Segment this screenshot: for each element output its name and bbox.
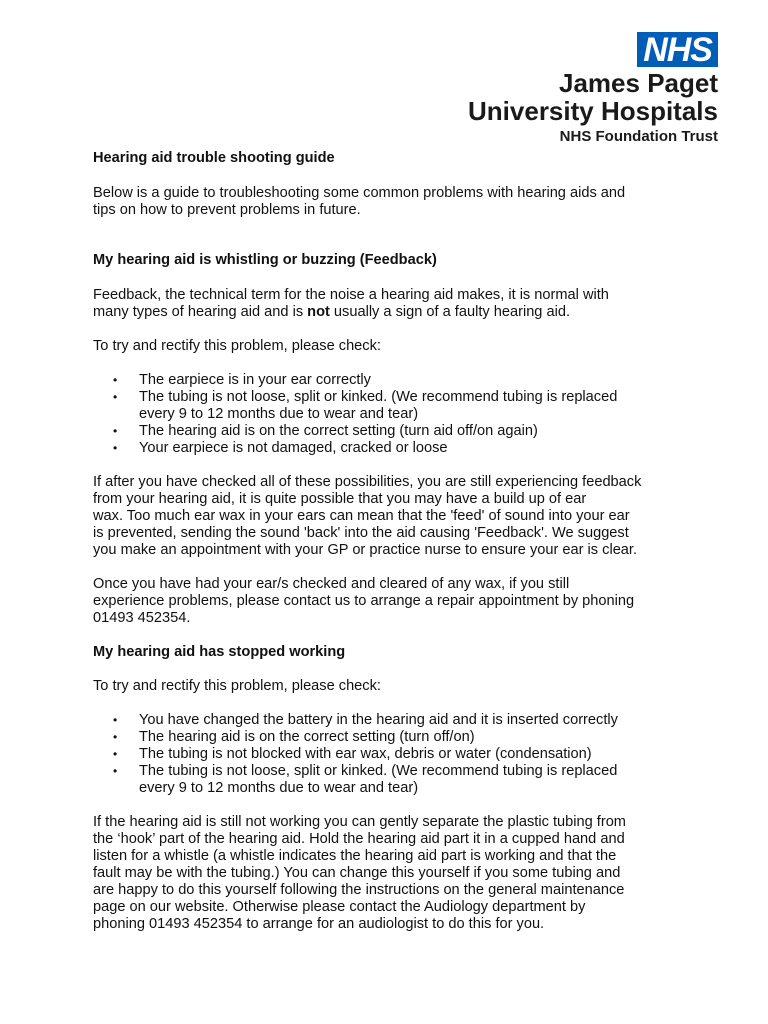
paragraph-line	[93, 304, 683, 321]
list-item: • The earpiece is in your ear correctly	[93, 372, 683, 389]
list-item: • Your earpiece is not damaged, cracked or loose	[93, 440, 683, 457]
document-title: Hearing aid trouble shooting guide	[93, 150, 335, 166]
intro-line: tips on how to prevent problems in future.	[93, 202, 361, 218]
paragraph-line: page on our website. Otherwise please contact the Audiology department by	[93, 899, 586, 915]
list-item: • You have changed the battery in the hearing aid and it is inserted correctly	[93, 712, 683, 729]
section-heading-stopped-working: My hearing aid has stopped working	[93, 644, 346, 660]
paragraph-line: fault may be with the tubing.) You can change this yourself if you some tubing and	[93, 865, 621, 881]
paragraph-line: are happy to do this yourself following the instructions on the general maintenance	[93, 882, 625, 898]
paragraph-line: phoning 01493 452354 to arrange for an audiologist to do this for you.	[93, 916, 545, 932]
paragraph-line: If the hearing aid is still not working you can gently separate the plastic tubing from	[93, 814, 626, 830]
paragraph-line: wax. Too much ear wax in your ears can mean that the 'feed' of sound into your ear	[93, 508, 630, 524]
list-item: • The tubing is not blocked with ear wax, debris or water (condensation)	[93, 746, 683, 763]
stopped-working-checklist	[93, 712, 683, 797]
paragraph-line: listen for a whistle (a whistle indicates the hearing aid part is working and that the	[93, 848, 617, 864]
paragraph-line: you make an appointment with your GP or practice nurse to ensure your ear is clear.	[93, 542, 638, 558]
paragraph-line: from your hearing aid, it is quite possible that you may have a build up of ear	[93, 491, 587, 507]
emphasis-not: not	[307, 304, 330, 320]
paragraph-line: Feedback, the technical term for the noise a hearing aid makes, it is normal with	[93, 287, 609, 303]
paragraph-line: If after you have checked all of these possibilities, you are still experiencing feedback	[93, 474, 642, 490]
paragraph-line: the ‘hook’ part of the hearing aid. Hold the hearing aid part it in a cupped hand and	[93, 831, 625, 847]
text-span: usually a sign of a faulty hearing aid.	[329, 304, 571, 320]
paragraph-line: Once you have had your ear/s checked and cleared of any wax, if you still	[93, 576, 570, 592]
list-item: • The tubing is not loose, split or kinked. (We recommend tubing is replaced	[93, 763, 683, 780]
feedback-checklist	[93, 372, 683, 457]
check-intro: To try and rectify this problem, please check:	[93, 338, 381, 354]
trust-subtitle: NHS Foundation Trust	[559, 128, 718, 145]
list-item-continuation: every 9 to 12 months due to wear and tear)	[139, 406, 419, 422]
trust-name-line2: University Hospitals	[468, 96, 718, 126]
text-span: many types of hearing aid and is	[93, 304, 308, 320]
check-intro: To try and rectify this problem, please check:	[93, 678, 381, 694]
document-body	[93, 150, 683, 933]
trust-name-line1: James Paget	[559, 68, 718, 98]
paragraph-line: 01493 452354.	[93, 610, 191, 626]
nhs-trust-logo	[468, 32, 718, 147]
list-item-continuation: every 9 to 12 months due to wear and tear)	[139, 780, 419, 796]
list-item: • The hearing aid is on the correct setting (turn off/on)	[93, 729, 683, 746]
list-item: • The hearing aid is on the correct setting (turn aid off/on again)	[93, 423, 683, 440]
intro-line: Below is a guide to troubleshooting some common problems with hearing aids and	[93, 185, 626, 201]
paragraph-line: experience problems, please contact us to arrange a repair appointment by phoning	[93, 593, 635, 609]
nhs-badge: NHS	[637, 32, 718, 67]
list-item: • The tubing is not loose, split or kinked. (We recommend tubing is replaced	[93, 389, 683, 406]
section-heading-feedback: My hearing aid is whistling or buzzing (Feedback)	[93, 252, 437, 268]
paragraph-line: is prevented, sending the sound 'back' into the aid causing 'Feedback'. We suggest	[93, 525, 629, 541]
